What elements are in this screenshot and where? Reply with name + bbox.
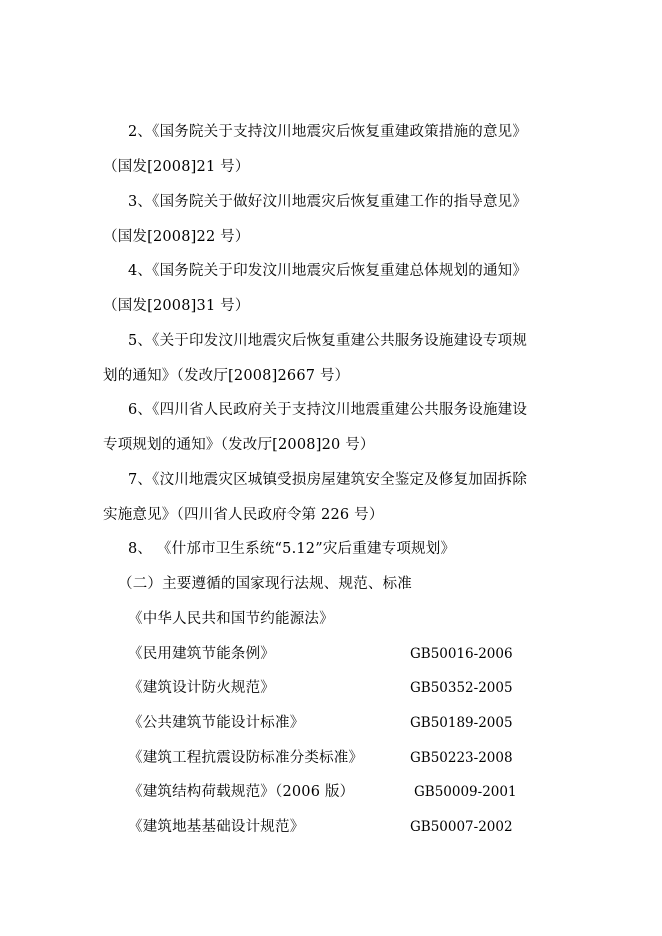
standard-code: GB50016-2006 [410,646,513,662]
policy-item-4-line1: 4、《国务院关于印发汶川地震灾后恢复重建总体规划的通知》 [128,263,528,279]
standard-code: GB50223-2008 [410,750,513,766]
standard-name: 《民用建筑节能条例》 [128,646,275,662]
policy-item-6-line2: 专项规划的通知》（发改厅[2008]20 号） [103,437,375,453]
policy-item-8: 8、 《什邡市卫生系统“5.12”灾后重建专项规划》 [128,541,456,557]
policy-item-2-line2: （国发[2008]21 号） [103,159,250,175]
standard-name: 《建筑工程抗震设防标准分类标准》 [128,750,364,766]
standard-name: 《建筑设计防火规范》 [128,680,275,696]
policy-item-3-line2: （国发[2008]22 号） [103,229,250,245]
standard-name: 《建筑地基基础设计规范》 [128,819,305,835]
standard-code: GB50189-2005 [410,715,513,731]
standard-code: GB50352-2005 [410,680,513,696]
policy-item-3-line1: 3、《国务院关于做好汶川地震灾后恢复重建工作的指导意见》 [128,194,528,210]
policy-item-4-line2: （国发[2008]31 号） [103,298,250,314]
policy-item-5-line1: 5、《关于印发汶川地震灾后恢复重建公共服务设施建设专项规 [128,333,528,349]
policy-item-2-line1: 2、《国务院关于支持汶川地震灾后恢复重建政策措施的意见》 [128,124,528,140]
policy-item-7-line1: 7、《汶川地震灾区城镇受损房屋建筑安全鉴定及修复加固拆除 [128,472,528,488]
policy-item-6-line1: 6、《四川省人民政府关于支持汶川地震重建公共服务设施建设 [128,402,528,418]
standard-name: 《公共建筑节能设计标准》 [128,715,305,731]
policy-item-5-line2: 划的通知》（发改厅[2008]2667 号） [103,368,350,384]
standard-name: 《建筑结构荷载规范》（2006 版） [128,784,355,800]
policy-item-7-line2: 实施意见》（四川省人民政府令第 226 号） [103,507,384,523]
standard-code: GB50007-2002 [410,819,513,835]
standard-name: 《中华人民共和国节约能源法》 [128,611,334,627]
standard-code: GB50009-2001 [414,784,517,800]
section-heading: （二）主要遵循的国家现行法规、规范、标准 [118,576,412,592]
